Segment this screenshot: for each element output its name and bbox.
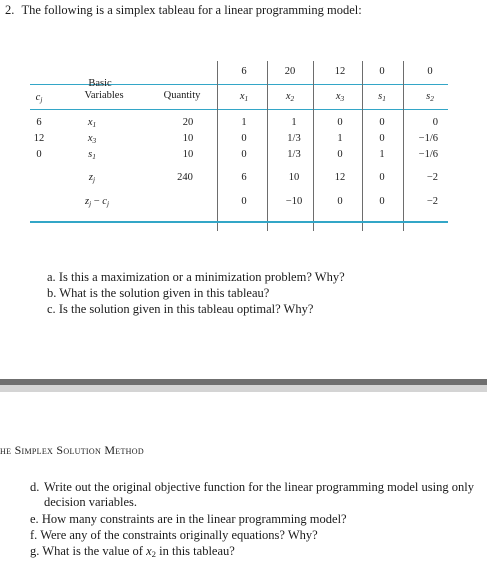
problem-intro (5, 3, 362, 18)
zj-x1: 6 (241, 172, 247, 183)
row1-x2: 1 (291, 117, 297, 128)
header-variables: Variables (84, 90, 124, 101)
row3-quantity: 10 (182, 149, 194, 160)
section-heading: he Simplex Solution Method (0, 443, 144, 457)
row3-x1: 0 (241, 149, 247, 160)
question-d-line1: Write out the original objective function for the linear programming model using only (44, 480, 474, 494)
header-cj: $c_j$ (35, 92, 43, 104)
zj-label: $z_j$ (88, 172, 96, 184)
vline-1 (217, 61, 218, 231)
zj-cj-x1: 0 (241, 196, 247, 207)
cj-s1: 0 (379, 66, 385, 77)
row3-x2: 1/3 (287, 149, 301, 160)
row1-cb: 6 (36, 117, 42, 128)
row3-s1: 1 (379, 149, 385, 160)
zj-s2: −2 (426, 172, 438, 183)
zj-cj-x3: 0 (337, 196, 343, 207)
question-d-letter: d. (30, 480, 40, 494)
cj-s2: 0 (427, 66, 433, 77)
zj-cj-s1: 0 (379, 196, 385, 207)
row2-cb: 12 (33, 133, 45, 144)
vline-5 (403, 61, 404, 231)
row3-s2: −1/6 (418, 149, 438, 160)
row2-quantity: 10 (182, 133, 194, 144)
zj-cj-s2: −2 (426, 196, 438, 207)
zj-cj-x2: −10 (285, 196, 303, 207)
zj-quantity: 240 (177, 172, 193, 183)
cj-x1: 6 (241, 66, 247, 77)
row2-x2: 1/3 (287, 133, 301, 144)
row1-s2: 0 (432, 117, 438, 128)
zj-cj-label: $z_j - c_j$ (84, 196, 110, 208)
row1-x1: 1 (241, 117, 247, 128)
question-f: f. Were any of the constraints originally equations? Why? (30, 528, 318, 542)
row2-s1: 0 (379, 133, 385, 144)
row2-x1: 0 (241, 133, 247, 144)
header-basic: Basic (88, 78, 112, 89)
row2-basic: $x_3$ (87, 133, 97, 145)
page-separator-light (0, 385, 487, 392)
header-x2: $x_2$ (285, 91, 295, 103)
question-b: b. What is the solution given in this tableau? (47, 286, 270, 300)
row3-cb: 0 (36, 149, 42, 160)
question-g: g. What is the value of $x_2$ in this tableau? (30, 544, 235, 559)
vline-4 (362, 61, 363, 231)
row2-x3: 1 (337, 133, 343, 144)
zj-x3: 12 (334, 172, 346, 183)
cj-x3: 12 (334, 66, 346, 77)
problem-intro-text: The following is a simplex tableau for a linear programming model: (21, 3, 362, 17)
question-e: e. How many constraints are in the linear programming model? (30, 512, 347, 526)
row1-quantity: 20 (182, 117, 194, 128)
zj-x2: 10 (288, 172, 300, 183)
header-quantity: Quantity (163, 90, 201, 101)
problem-number: 2. (5, 3, 15, 17)
header-x1: $x_1$ (239, 91, 249, 103)
rule-bottom (30, 221, 448, 223)
vline-2 (267, 61, 268, 231)
row2-s2: −1/6 (418, 133, 438, 144)
row3-basic: $s_1$ (88, 149, 96, 161)
zj-s1: 0 (379, 172, 385, 183)
row1-s1: 0 (379, 117, 385, 128)
question-a: a. Is this a maximization or a minimization problem? Why? (47, 270, 345, 284)
row1-basic: $x_1$ (87, 117, 97, 129)
rule-header (30, 109, 448, 110)
question-d-line2: decision variables. (44, 495, 138, 509)
vline-3 (313, 61, 314, 231)
header-x3: $x_3$ (335, 91, 345, 103)
header-s1: $s_1$ (378, 91, 386, 103)
question-c: c. Is the solution given in this tableau optimal? Why? (47, 302, 314, 316)
cj-x2: 20 (284, 66, 296, 77)
row1-x3: 0 (337, 117, 343, 128)
row3-x3: 0 (337, 149, 343, 160)
header-s2: $s_2$ (426, 91, 434, 103)
